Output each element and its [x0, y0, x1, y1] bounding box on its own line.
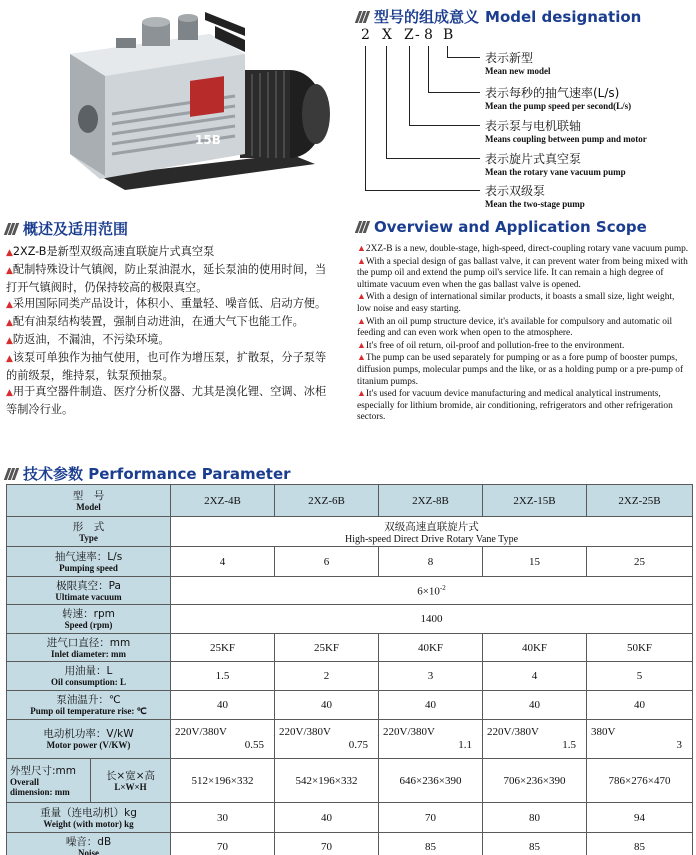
label-ultimate-vacuum: 极限真空：Pa Ultimate vacuum — [7, 577, 171, 605]
table-row-speed — [7, 547, 693, 577]
designation-part-new-model: 表示新型 Mean new model — [485, 51, 551, 76]
temp-cell: 40 — [587, 691, 693, 720]
oil-cell: 1.5 — [171, 662, 275, 691]
label-weight: 重量（连电动机）kg Weight (with motor) kg — [7, 803, 171, 833]
bullet-triangle-icon: ▲ — [6, 335, 13, 346]
inlet-cell: 25KF — [171, 634, 275, 662]
code-char-z: Z — [404, 27, 414, 43]
power-cell: 220V/380V 1.5 — [483, 720, 587, 759]
table-row-type — [7, 517, 693, 547]
power-cell: 220V/380V 0.75 — [275, 720, 379, 759]
bullet-triangle-icon: ▲ — [6, 318, 13, 329]
section-marker-icon — [6, 468, 17, 480]
section-marker-icon — [6, 223, 17, 235]
overview-en-paragraph: ▲With an oil pump structure device, it's available for compulsory and automatic oil feeding and can even work when open to the atmosphere. — [357, 315, 673, 339]
bullet-triangle-icon: ▲ — [357, 315, 366, 326]
overview-zh-paragraph: ▲2XZ-B是新型双级高速直联旋片式真空泵 — [6, 245, 215, 258]
speed-cell: 15 — [483, 547, 587, 577]
model-designation-heading — [357, 6, 641, 27]
label-rpm: 转速：rpm Speed (rpm) — [7, 605, 171, 634]
overview-en-paragraph: ▲The pump can be used separately for pumping or as a fore pump of booster pumps, diffusion pumps, molecular pumps and the like, or as a holding pump or a pre-pump of titanium pumps. — [357, 352, 684, 387]
inlet-cell: 40KF — [379, 634, 483, 662]
temp-cell: 40 — [379, 691, 483, 720]
label-oil-temperature: 泵油温升：℃ Pump oil temperature rise: ℃ — [7, 691, 171, 720]
power-cell: 380V 3 — [587, 720, 693, 759]
overview-zh-body — [6, 244, 336, 419]
pump-photo — [40, 4, 340, 194]
temp-cell: 40 — [171, 691, 275, 720]
oil-cell: 5 — [587, 662, 693, 691]
designation-part-rotary: 表示旋片式真空泵 Mean the rotary vane vacuum pump — [485, 152, 626, 177]
table-row-model — [7, 485, 693, 517]
pump-badge: 15B — [195, 133, 221, 147]
bullet-triangle-icon: ▲ — [357, 352, 366, 363]
noise-cell: 85 — [483, 833, 587, 855]
overview-zh-heading — [6, 218, 128, 239]
table-row-rpm — [7, 605, 693, 634]
bullet-triangle-icon: ▲ — [6, 248, 13, 258]
model-cell: 2XZ-8B — [379, 485, 483, 517]
overview-zh-paragraph: ▲配有油泵结构装置，强制自动进油，在通大气下也能工作。 — [6, 315, 304, 329]
inlet-cell: 40KF — [483, 634, 587, 662]
overview-en-heading — [357, 218, 647, 236]
label-type: 形 式 Type — [7, 517, 171, 547]
label-pumping-speed: 抽气速率：L/s Pumping speed — [7, 547, 171, 577]
performance-title: 技术参数 Performance Parameter — [23, 465, 291, 483]
table-row-power — [7, 720, 693, 759]
overview-en-paragraph: ▲With a special design of gas ballast valve, it can prevent water from being mixed with the pump oil and extend the pump oil's service life. It can remain a high degree of ultimate vacuum even when the gas ballast valve is opened. — [357, 255, 688, 290]
speed-cell: 6 — [275, 547, 379, 577]
oil-cell: 4 — [483, 662, 587, 691]
model-designation-title-en: Model designation — [485, 7, 642, 26]
weight-cell: 40 — [275, 803, 379, 833]
overview-zh-paragraph: ▲采用国际同类产品设计，体积小、重量轻、噪音低、启动方便。 — [6, 297, 327, 311]
noise-cell: 85 — [587, 833, 693, 855]
dimension-cell: 512×196×332 — [171, 759, 275, 803]
overview-zh-paragraph: ▲防返油，不漏油，不污染环境。 — [6, 332, 170, 346]
label-noise: 噪音：dB Noise — [7, 833, 171, 855]
rpm-value: 1400 — [171, 605, 693, 634]
table-row-noise — [7, 833, 693, 855]
power-cell: 220V/380V 1.1 — [379, 720, 483, 759]
code-char-x: X — [382, 27, 392, 43]
noise-cell: 85 — [379, 833, 483, 855]
section-marker-icon — [357, 221, 368, 233]
inlet-cell: 50KF — [587, 634, 693, 662]
bullet-triangle-icon: ▲ — [6, 300, 13, 311]
label-lwh: 长×宽×高 L×W×H — [91, 759, 171, 803]
table-row-dimensions — [7, 759, 693, 803]
temp-cell: 40 — [275, 691, 379, 720]
weight-cell: 30 — [171, 803, 275, 833]
dimension-cell: 786×276×470 — [587, 759, 693, 803]
dimension-cell: 706×236×390 — [483, 759, 587, 803]
inlet-cell: 25KF — [275, 634, 379, 662]
model-cell: 2XZ-6B — [275, 485, 379, 517]
overview-zh-paragraph: ▲用于真空器件制造、医疗分析仪器、尤其是溴化锂、空调、冰柜等制冷行业。 — [6, 385, 327, 417]
overview-zh-title: 概述及适用范围 — [23, 220, 129, 238]
bullet-triangle-icon: ▲ — [357, 388, 366, 399]
code-char-2: 2 — [361, 27, 370, 43]
weight-cell: 70 — [379, 803, 483, 833]
overview-en-body — [357, 243, 690, 424]
bullet-triangle-icon: ▲ — [357, 339, 366, 350]
overview-en-paragraph: ▲It's used for vacuum device manufacturing and medical analytical instruments, especially for lithium bromide, air conditioning, refrigerators and other refrigeration sectors. — [357, 388, 673, 423]
table-row-oil — [7, 662, 693, 691]
vacuum-value: $6\times 10^{-2}$ — [171, 577, 693, 605]
designation-part-coupling: 表示泵与电机联轴 Means coupling between pump and motor — [485, 119, 647, 144]
label-model: 型 号 Model — [7, 485, 171, 517]
bullet-triangle-icon: ▲ — [6, 388, 13, 399]
designation-part-two-stage: 表示双级泵 Mean the two-stage pump — [485, 184, 585, 209]
speed-cell: 8 — [379, 547, 483, 577]
code-char-b: B — [443, 27, 454, 43]
bullet-triangle-icon: ▲ — [357, 255, 366, 266]
pump-illustration — [40, 4, 340, 194]
speed-cell: 4 — [171, 547, 275, 577]
noise-cell: 70 — [275, 833, 379, 855]
bullet-triangle-icon: ▲ — [357, 291, 366, 302]
section-marker-icon — [357, 11, 368, 23]
overview-en-paragraph: ▲It's free of oil return, oil-proof and pollution-free to the environment. — [357, 339, 625, 351]
overview-zh-paragraph: ▲该泵可单独作为抽气使用，也可作为增压泵，扩散泵，分子泵等的前级泵，维持泵，钛泵预抽泵。 — [6, 350, 327, 382]
model-cell: 2XZ-4B — [171, 485, 275, 517]
code-char-dash: - — [415, 27, 420, 43]
speed-cell: 25 — [587, 547, 693, 577]
model-designation-title-zh: 型号的组成意义 — [374, 8, 480, 26]
dimension-cell: 542×196×332 — [275, 759, 379, 803]
table-row-inlet — [7, 634, 693, 662]
table-row-vacuum — [7, 577, 693, 605]
label-overall-dimension: 外型尺寸:mm Overall dimension: mm — [7, 759, 91, 803]
noise-cell: 70 — [171, 833, 275, 855]
model-cell: 2XZ-15B — [483, 485, 587, 517]
overview-en-paragraph: ▲2XZ-B is a new, double-stage, high-speed, direct-coupling rotary vane vacuum pump. — [357, 243, 689, 254]
model-cell: 2XZ-25B — [587, 485, 693, 517]
bullet-triangle-icon: ▲ — [357, 243, 366, 253]
oil-cell: 3 — [379, 662, 483, 691]
dimension-cell: 646×236×390 — [379, 759, 483, 803]
label-motor-power: 电动机功率：V/kW Motor power (V/KW) — [7, 720, 171, 759]
weight-cell: 94 — [587, 803, 693, 833]
code-char-8: 8 — [424, 27, 433, 43]
type-value: 双级高速直联旋片式 High-speed Direct Drive Rotary Vane Type — [171, 517, 693, 547]
label-oil-consumption: 用油量：L Oil consumption: L — [7, 662, 171, 691]
performance-heading — [6, 463, 291, 484]
label-inlet-diameter: 进气口直径：mm Inlet diameter: mm — [7, 634, 171, 662]
bullet-triangle-icon: ▲ — [6, 265, 13, 276]
table-row-weight — [7, 803, 693, 833]
overview-en-paragraph: ▲With a design of international similar products, it boasts a small size, light weight, low noise and easy starting. — [357, 291, 675, 314]
table-row-temp — [7, 691, 693, 720]
temp-cell: 40 — [483, 691, 587, 720]
designation-part-speed: 表示每秒的抽气速率(L/s) Mean the pump speed per second(L/s) — [485, 86, 632, 111]
oil-cell: 2 — [275, 662, 379, 691]
overview-en-title: Overview and Application Scope — [374, 218, 647, 236]
overview-zh-paragraph: ▲配制特殊设计气镇阀，防止泵油混水，延长泵油的使用时间，当打开气镇阀时，仍保持较高的极限真空。 — [6, 262, 327, 294]
performance-table — [6, 484, 693, 855]
bullet-triangle-icon: ▲ — [6, 353, 13, 364]
power-cell: 220V/380V 0.55 — [171, 720, 275, 759]
weight-cell: 80 — [483, 803, 587, 833]
